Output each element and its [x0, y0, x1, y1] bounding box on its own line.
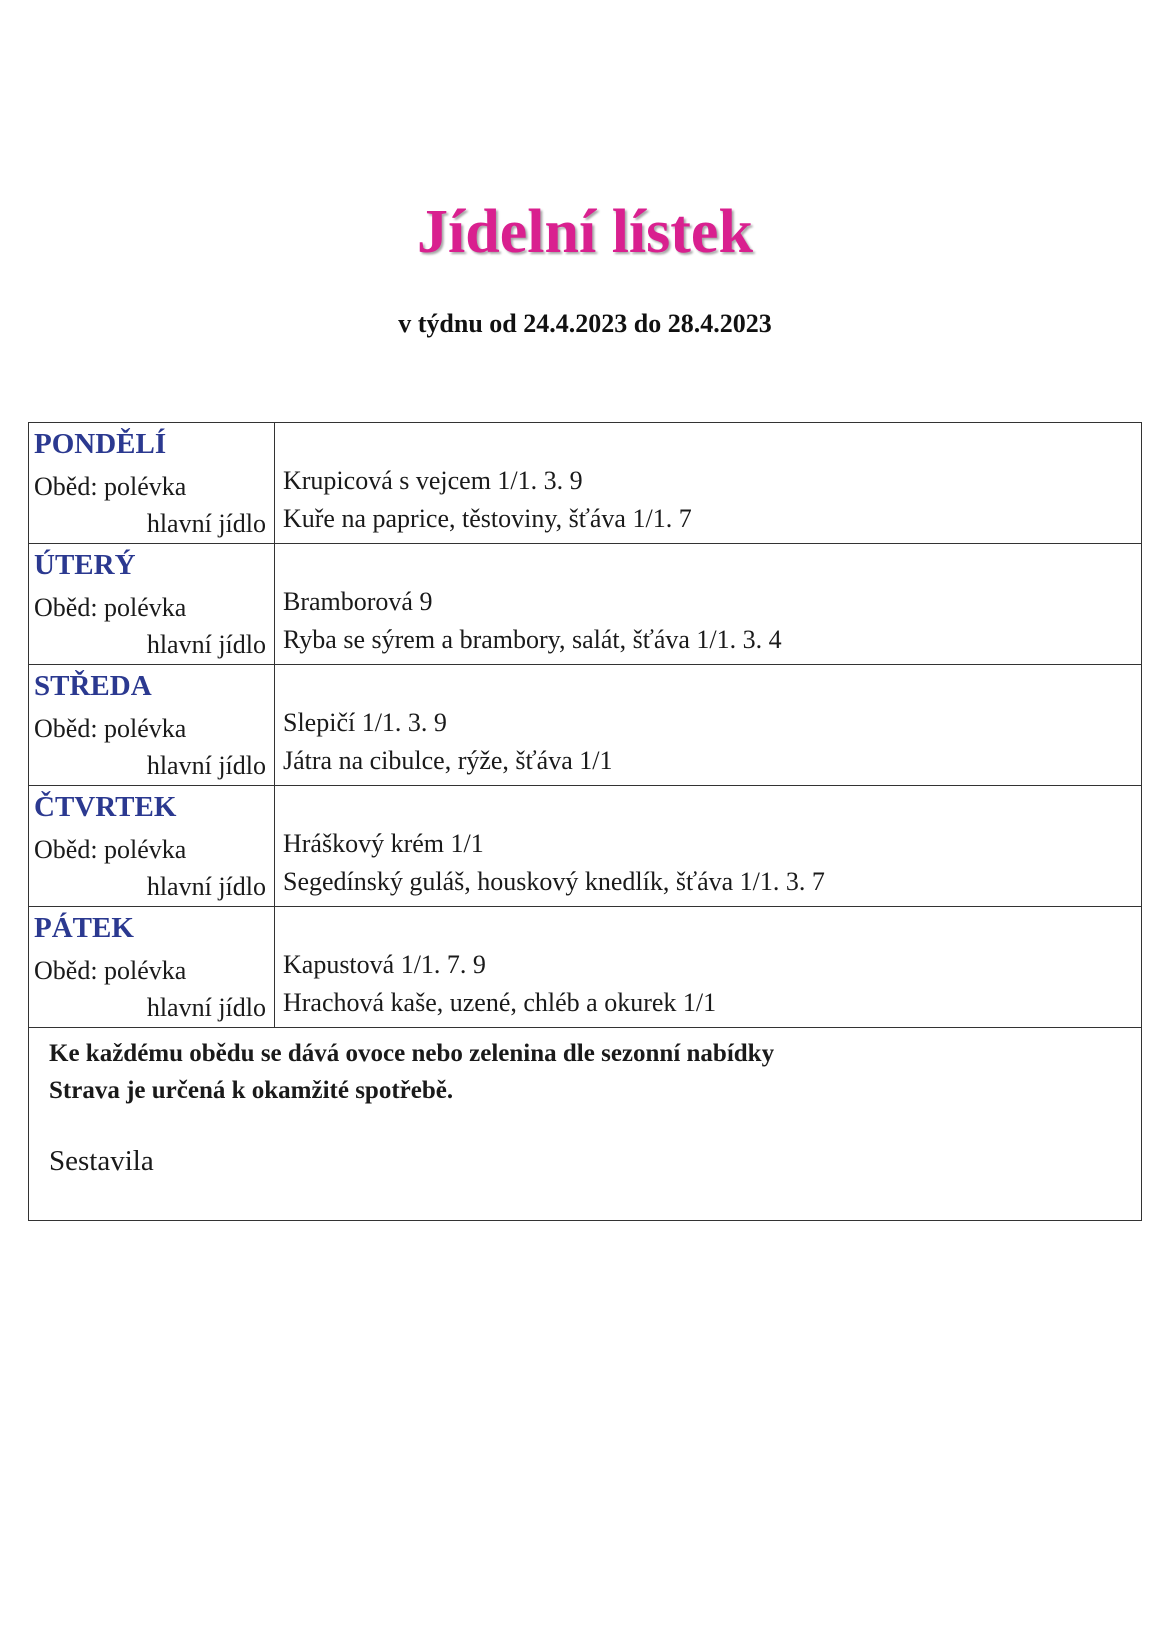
menu-footer	[29, 1028, 1141, 1220]
main-dish-label: hlavní jídlo	[146, 630, 266, 659]
main-dish-label: hlavní jídlo	[146, 993, 266, 1022]
main-dish-label: hlavní jídlo	[146, 872, 266, 901]
soup-label: Oběd: polévka	[34, 593, 187, 622]
soup-item: Kapustová 1/1. 7. 9	[283, 950, 486, 979]
soup-label: Oběd: polévka	[34, 714, 187, 743]
day-row-monday	[29, 423, 1141, 544]
main-dish-item: Ryba se sýrem a brambory, salát, šťáva 1/1. 3. 4	[283, 625, 782, 654]
day-label-cell	[29, 665, 275, 785]
day-label-cell	[29, 423, 275, 543]
fruit-vegetable-note: Ke každému obědu se dává ovoce nebo zelenina dle sezonní nabídky	[49, 1040, 775, 1067]
day-row-wednesday	[29, 665, 1141, 786]
soup-item: Slepičí 1/1. 3. 9	[283, 708, 447, 737]
day-dishes-cell	[275, 665, 1141, 785]
day-row-tuesday	[29, 544, 1141, 665]
soup-item: Krupicová s vejcem 1/1. 3. 9	[283, 466, 583, 495]
day-name: ČTVRTEK	[34, 791, 177, 823]
consumption-note: Strava je určená k okamžité spotřebě.	[49, 1077, 454, 1104]
day-name: STŘEDA	[34, 670, 152, 702]
week-range: v týdnu od 24.4.2023 do 28.4.2023	[398, 309, 772, 338]
menu-table	[28, 422, 1142, 1221]
day-dishes-cell	[275, 544, 1141, 664]
page-title: Jídelní lístek	[417, 198, 753, 266]
main-dish-item: Játra na cibulce, rýže, šťáva 1/1	[283, 746, 613, 775]
soup-item: Bramborová 9	[283, 587, 433, 616]
main-dish-item: Segedínský guláš, houskový knedlík, šťáva 1/1. 3. 7	[283, 867, 825, 896]
soup-label: Oběd: polévka	[34, 835, 187, 864]
main-dish-label: hlavní jídlo	[146, 509, 266, 538]
soup-item: Hráškový krém 1/1	[283, 829, 484, 858]
day-label-cell	[29, 544, 275, 664]
day-label-cell	[29, 907, 275, 1027]
soup-label: Oběd: polévka	[34, 472, 187, 501]
day-dishes-cell	[275, 907, 1141, 1027]
soup-label: Oběd: polévka	[34, 956, 187, 985]
day-label-cell	[29, 786, 275, 906]
day-name: ÚTERÝ	[34, 549, 136, 581]
compiled-by-label: Sestavila	[49, 1145, 154, 1177]
day-row-friday	[29, 907, 1141, 1028]
day-dishes-cell	[275, 786, 1141, 906]
day-name: PÁTEK	[34, 912, 134, 944]
day-dishes-cell	[275, 423, 1141, 543]
day-row-thursday	[29, 786, 1141, 907]
main-dish-item: Hrachová kaše, uzené, chléb a okurek 1/1	[283, 988, 717, 1017]
main-dish-item: Kuře na paprice, těstoviny, šťáva 1/1. 7	[283, 504, 692, 533]
day-name: PONDĚLÍ	[34, 428, 167, 460]
main-dish-label: hlavní jídlo	[146, 751, 266, 780]
